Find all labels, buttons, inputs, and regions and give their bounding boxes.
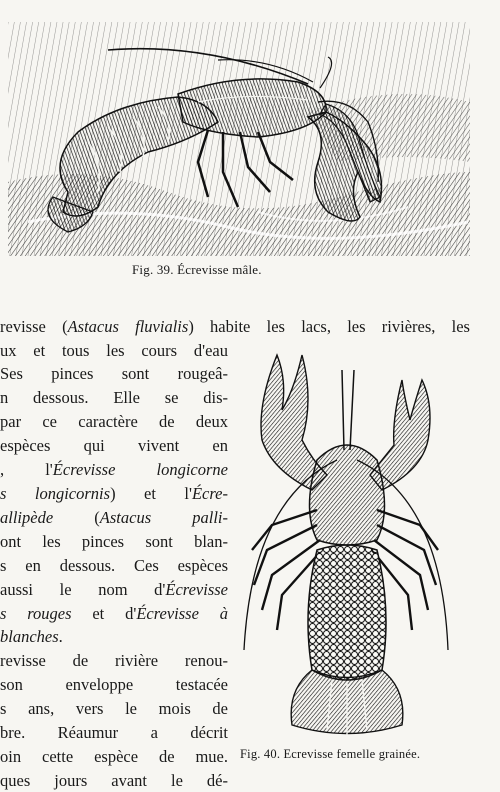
- text-segment: ) et l': [110, 484, 192, 503]
- body-line: [0, 435, 228, 457]
- text-segment: ont les pinces sont blan-: [0, 532, 228, 551]
- italic-text: Écre-: [191, 484, 228, 503]
- text-segment: par ce caractère de deux: [0, 412, 228, 431]
- text-segment: Ses pinces sont rougeâ-: [0, 364, 228, 383]
- text-segment: et d': [71, 604, 137, 623]
- body-line: [0, 411, 228, 433]
- italic-text: blanches: [0, 627, 59, 646]
- text-segment: s en dessous. Ces espèces: [0, 556, 228, 575]
- italic-text: s longicornis: [0, 484, 111, 503]
- text-segment: bre. Réaumur a décrit: [0, 723, 228, 742]
- text-segment: oin cette espèce de mue.: [0, 747, 228, 766]
- body-line: [0, 674, 228, 696]
- figure-40-caption: Fig. 40. Ecrevisse femelle grainée.: [240, 747, 421, 761]
- text-segment: revisse (: [0, 317, 68, 336]
- italic-text: Astacus palli-: [99, 508, 228, 527]
- body-line: [0, 507, 228, 529]
- text-segment: ) habite les lacs, les rivières, les: [188, 317, 470, 336]
- body-line: [0, 340, 228, 362]
- body-line: [0, 483, 228, 505]
- crayfish-male-illustration: [8, 22, 470, 256]
- body-line: [0, 626, 228, 648]
- text-segment: espèces qui vivent en: [0, 436, 228, 455]
- body-line: [0, 363, 228, 385]
- italic-text: allipède: [0, 508, 54, 527]
- body-line: [0, 579, 228, 601]
- italic-text: Astacus fluvialis: [67, 317, 189, 336]
- body-line: [0, 770, 228, 792]
- body-line: [0, 555, 228, 577]
- body-line: [0, 531, 228, 553]
- italic-text: Écrevisse longicorne: [52, 460, 228, 479]
- body-line: [0, 387, 228, 409]
- body-line: [0, 316, 470, 338]
- italic-text: Écrevisse à: [136, 604, 228, 623]
- body-line: [0, 746, 228, 768]
- body-line: [0, 650, 228, 672]
- text-segment: (: [53, 508, 100, 527]
- figure-40-engraving: [232, 350, 458, 742]
- text-segment: s ans, vers le mois de: [0, 699, 228, 718]
- body-line: [0, 459, 228, 481]
- text-segment: .: [58, 627, 63, 646]
- body-line: [0, 603, 228, 625]
- figure-39-engraving: [8, 22, 470, 256]
- italic-text: s rouges: [0, 604, 72, 623]
- text-segment: n dessous. Elle se dis-: [0, 388, 228, 407]
- body-line: [0, 698, 228, 720]
- figure-39-caption: Fig. 39. Écrevisse mâle.: [132, 262, 262, 277]
- text-segment: , l': [0, 460, 53, 479]
- text-segment: son enveloppe testacée: [0, 675, 228, 694]
- text-segment: revisse de rivière renou-: [0, 651, 228, 670]
- text-segment: ques jours avant le dé-: [0, 771, 228, 790]
- body-line: [0, 722, 228, 744]
- crayfish-female-illustration: [232, 350, 458, 742]
- text-segment: ux et tous les cours d'eau: [0, 341, 228, 360]
- text-segment: aussi le nom d': [0, 580, 166, 599]
- italic-text: Écrevisse: [165, 580, 228, 599]
